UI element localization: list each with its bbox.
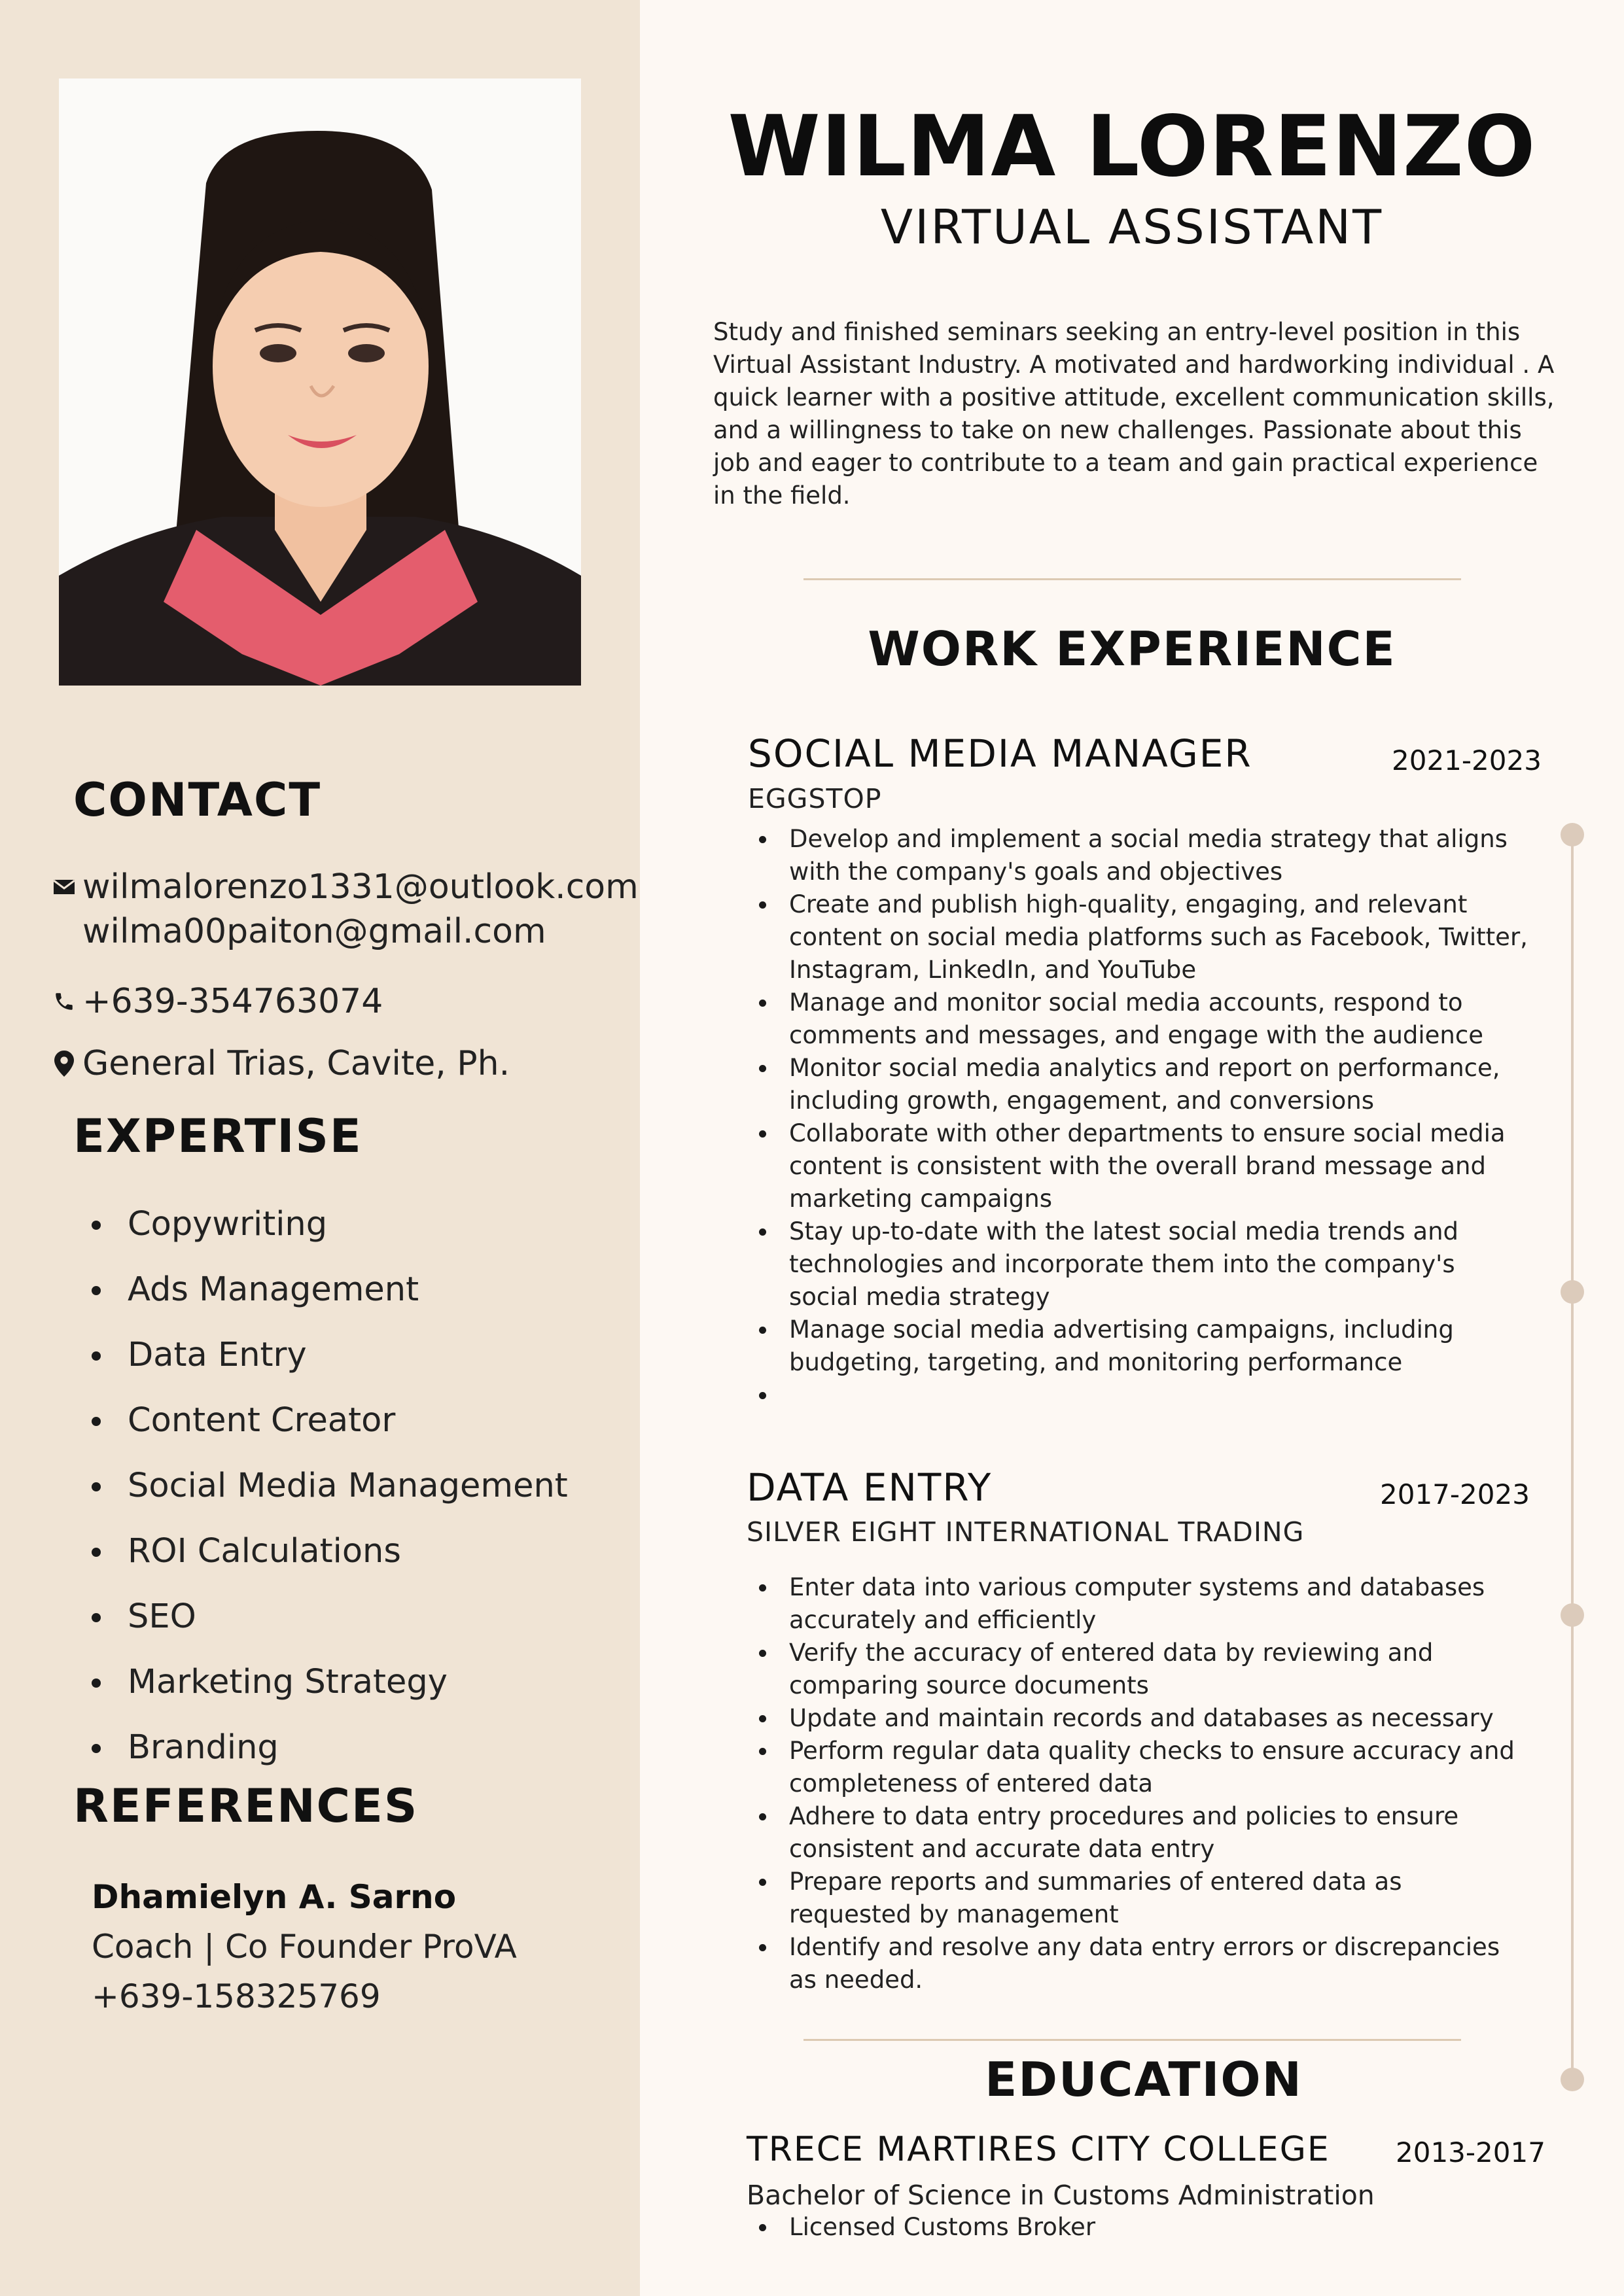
contact-phone bbox=[46, 979, 383, 1024]
location-pin-icon bbox=[46, 1041, 82, 1086]
contact-heading: CONTACT bbox=[73, 773, 322, 827]
education-years: 2013-2017 bbox=[1396, 2136, 1545, 2168]
expertise-item: Data Entry bbox=[92, 1323, 568, 1388]
duty-item: Stay up-to-date with the latest social media trends and technologies and incorporate them into the company's social media strategy bbox=[746, 1215, 1531, 1313]
duty-item: Update and maintain records and databases as necessary bbox=[746, 1702, 1531, 1735]
reference-name: Dhamielyn A. Sarno bbox=[92, 1878, 457, 1916]
profile-photo bbox=[59, 78, 581, 686]
reference-phone[interactable]: +639-158325769 bbox=[92, 1977, 381, 2015]
candidate-role: VIRTUAL ASSISTANT bbox=[880, 200, 1384, 254]
expertise-list bbox=[92, 1192, 568, 1781]
contact-location bbox=[46, 1041, 510, 1086]
email-secondary[interactable]: wilma00paiton@gmail.com bbox=[82, 912, 546, 951]
reference-title: Coach | Co Founder ProVA bbox=[92, 1928, 517, 1966]
duty-item: Perform regular data quality checks to ensure accuracy and completeness of entered data bbox=[746, 1735, 1531, 1800]
sidebar bbox=[0, 0, 640, 2296]
duty-item bbox=[746, 1379, 1531, 1412]
duty-item: Adhere to data entry procedures and policies to ensure consistent and accurate data entry bbox=[746, 1800, 1531, 1866]
expertise-heading: EXPERTISE bbox=[73, 1109, 362, 1163]
duty-item: Prepare reports and summaries of entered data as requested by management bbox=[746, 1866, 1531, 1931]
expertise-item: Ads Management bbox=[92, 1257, 568, 1323]
email-primary[interactable]: wilmalorenzo1331@outlook.com bbox=[82, 867, 639, 907]
timeline-dot bbox=[1561, 823, 1584, 846]
envelope-icon bbox=[46, 865, 82, 909]
expertise-item: Content Creator bbox=[92, 1388, 568, 1453]
expertise-item: Social Media Management bbox=[92, 1453, 568, 1519]
school-name: TRECE MARTIRES CITY COLLEGE bbox=[747, 2130, 1330, 2169]
phone-icon bbox=[46, 979, 82, 1024]
job-company: SILVER EIGHT INTERNATIONAL TRADING bbox=[747, 1516, 1305, 1548]
timeline-dot bbox=[1561, 1603, 1584, 1627]
candidate-name: WILMA LORENZO bbox=[728, 98, 1536, 196]
expertise-item: Copywriting bbox=[92, 1192, 568, 1257]
duty-item: Identify and resolve any data entry errors or discrepancies as needed. bbox=[746, 1931, 1531, 1996]
section-divider bbox=[803, 578, 1461, 580]
education-note: Licensed Customs Broker bbox=[746, 2211, 1531, 2244]
job-duties bbox=[746, 823, 1531, 1412]
contact-email bbox=[46, 865, 639, 954]
degree: Bachelor of Science in Customs Administration bbox=[747, 2180, 1375, 2211]
duty-item: Collaborate with other departments to ensure social media content is consistent with the overall brand message and marketing campaigns bbox=[746, 1117, 1531, 1215]
timeline-dot bbox=[1561, 2068, 1584, 2091]
education-notes bbox=[746, 2211, 1531, 2244]
expertise-item: SEO bbox=[92, 1584, 568, 1650]
duty-item: Verify the accuracy of entered data by reviewing and comparing source documents bbox=[746, 1637, 1531, 1702]
job-title: SOCIAL MEDIA MANAGER bbox=[748, 731, 1252, 776]
expertise-item: Marketing Strategy bbox=[92, 1650, 568, 1715]
reference-entry bbox=[92, 1872, 517, 2021]
job-years: 2021-2023 bbox=[1392, 744, 1542, 776]
work-experience-heading: WORK EXPERIENCE bbox=[868, 621, 1396, 676]
phone-number[interactable]: +639-354763074 bbox=[82, 982, 383, 1021]
location-text: General Trias, Cavite, Ph. bbox=[82, 1044, 510, 1083]
references-heading: REFERENCES bbox=[73, 1779, 419, 1833]
profile-summary: Study and finished seminars seeking an entry-level position in this Virtual Assistant Industry. A motivated and hardworking individual . A quick learner with a positive attitude, excellent communication skills, and a willingness to take on new challenges. Passionate about this job and eager to contribute to a team and gain practical experience in the field. bbox=[713, 318, 1555, 510]
job-title: DATA ENTRY bbox=[747, 1465, 993, 1510]
expertise-item: Branding bbox=[92, 1715, 568, 1781]
education-heading: EDUCATION bbox=[985, 2052, 1303, 2107]
duty-item: Enter data into various computer systems and databases accurately and efficiently bbox=[746, 1571, 1531, 1637]
duty-item: Manage and monitor social media accounts, respond to comments and messages, and engage with the audience bbox=[746, 986, 1531, 1052]
timeline-dot bbox=[1561, 1280, 1584, 1304]
job-company: EGGSTOP bbox=[748, 783, 882, 814]
timeline-line bbox=[1571, 835, 1574, 2080]
duty-item: Monitor social media analytics and report on performance, including growth, engagement, and conversions bbox=[746, 1052, 1531, 1117]
duty-item: Create and publish high-quality, engaging, and relevant content on social media platforms such as Facebook, Twitter, Instagram, LinkedIn, and YouTube bbox=[746, 888, 1531, 986]
job-duties bbox=[746, 1571, 1531, 1996]
expertise-item: ROI Calculations bbox=[92, 1519, 568, 1584]
section-divider bbox=[803, 2039, 1461, 2041]
duty-item: Manage social media advertising campaigns, including budgeting, targeting, and monitoring performance bbox=[746, 1313, 1531, 1379]
job-years: 2017-2023 bbox=[1380, 1478, 1530, 1510]
duty-item: Develop and implement a social media strategy that aligns with the company's goals and objectives bbox=[746, 823, 1531, 888]
